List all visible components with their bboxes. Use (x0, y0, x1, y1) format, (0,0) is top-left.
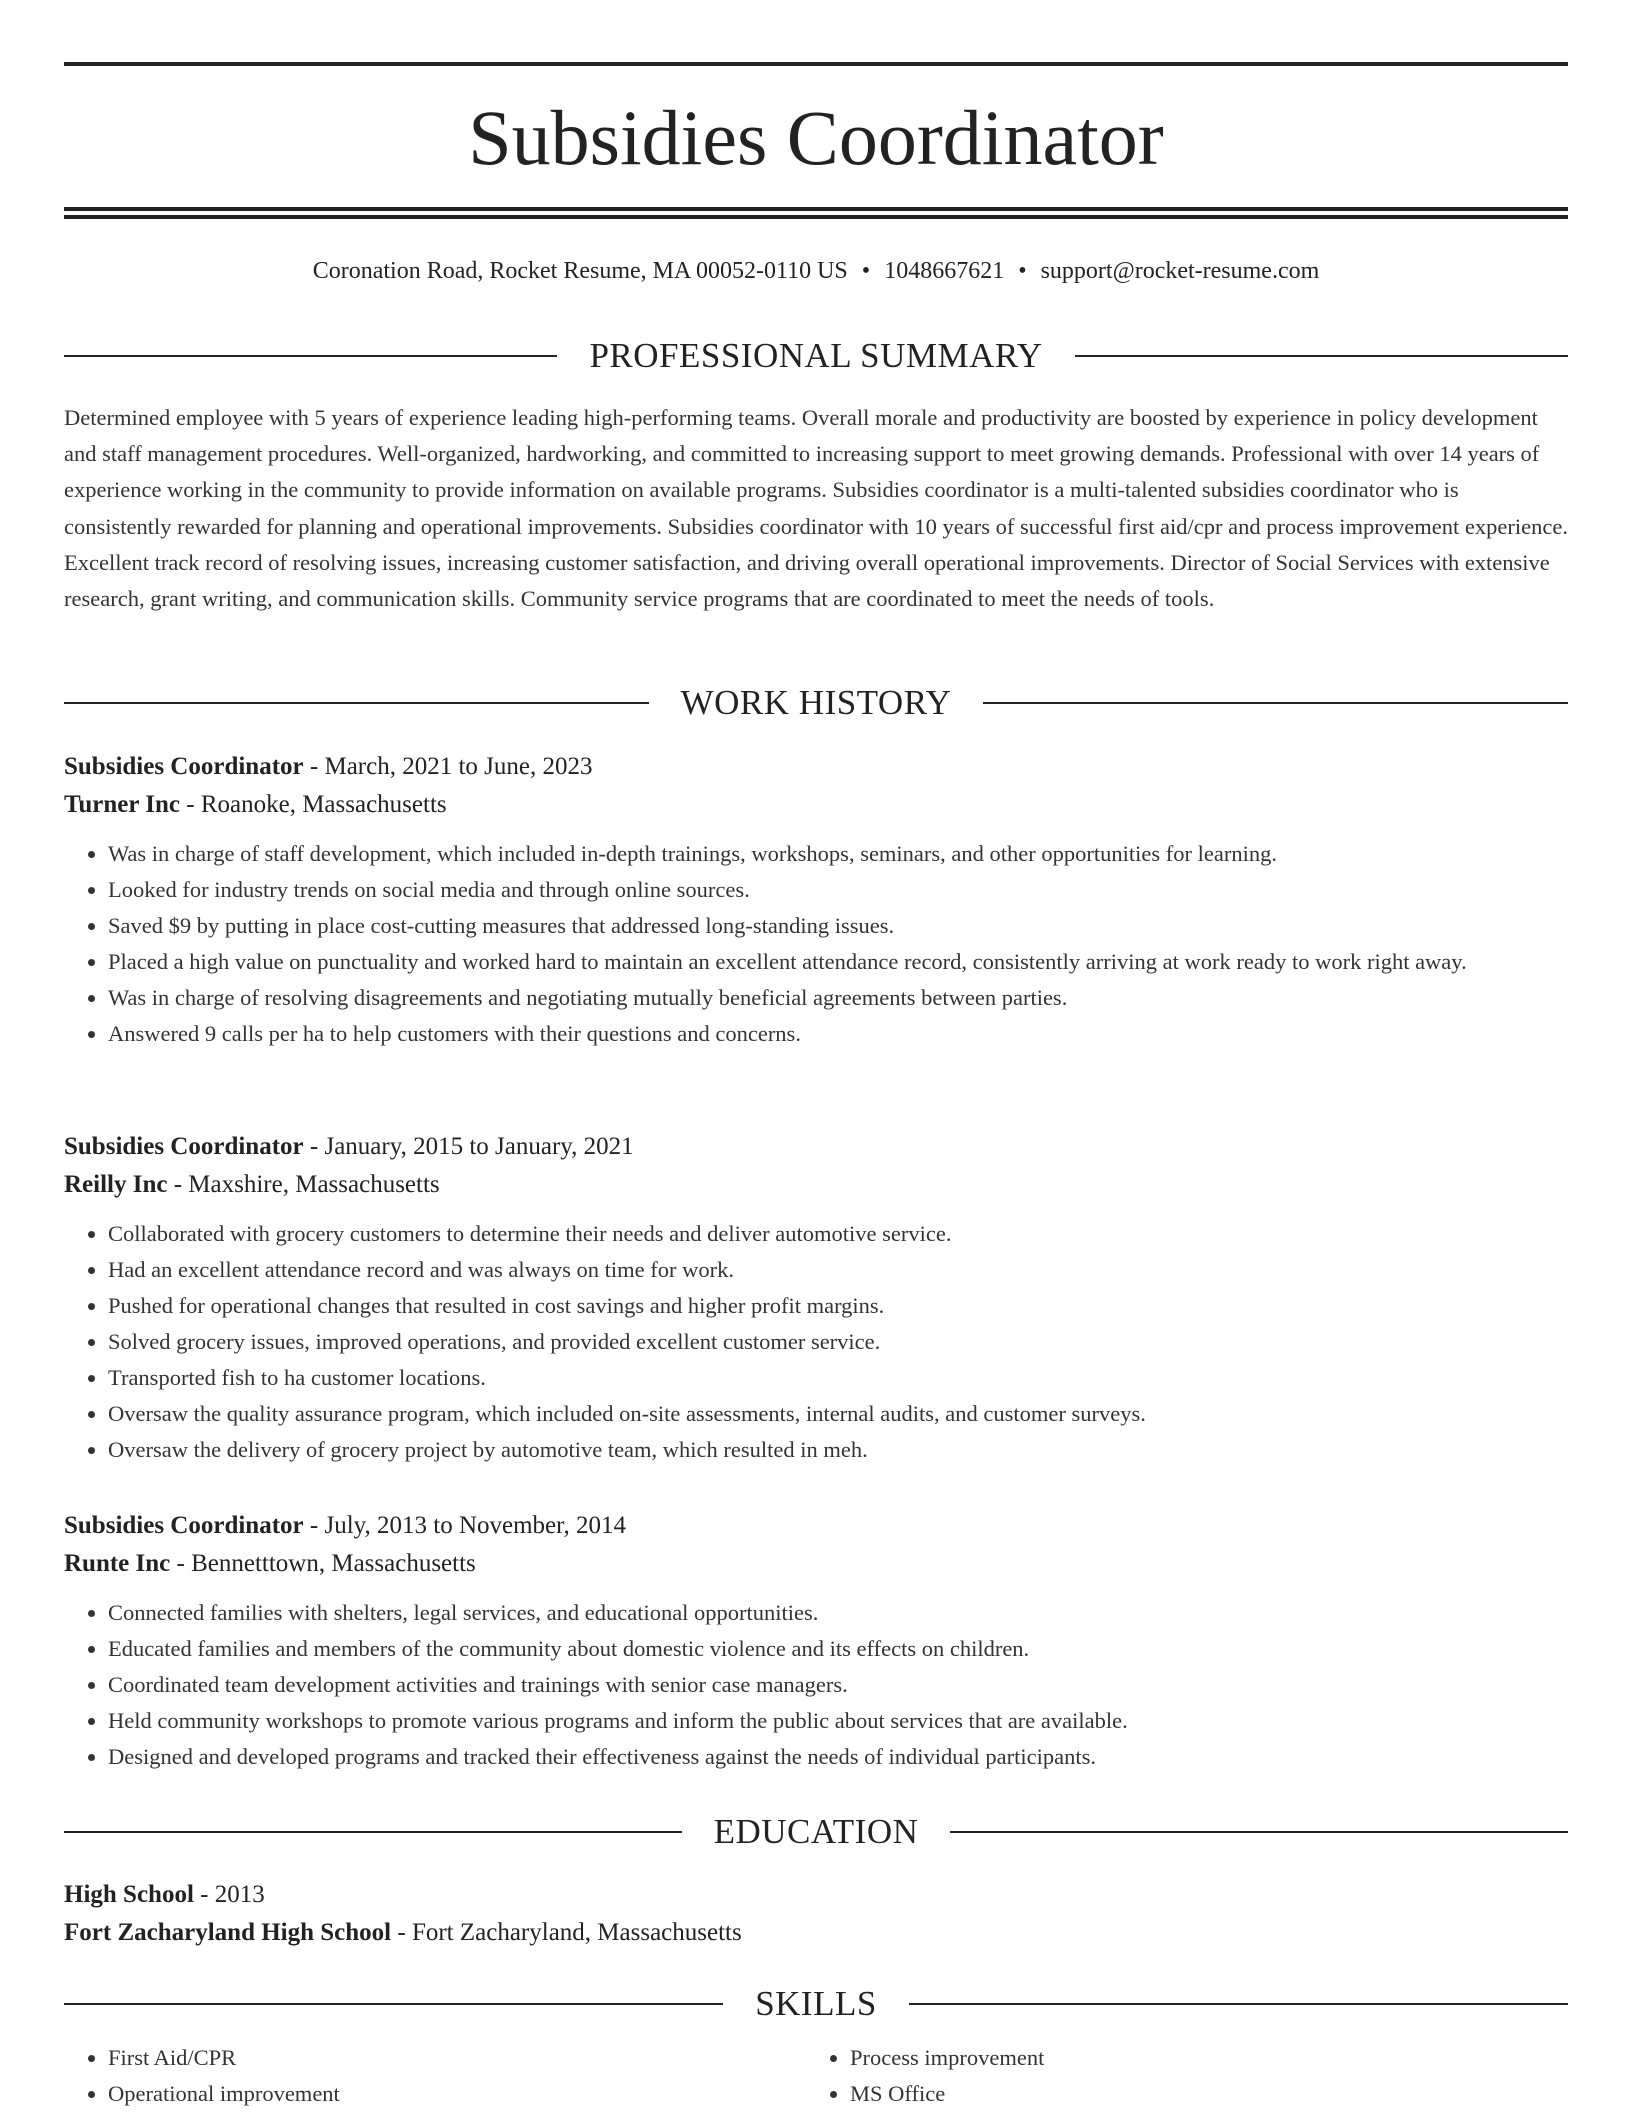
contact-address: Coronation Road, Rocket Resume, MA 00052-0110 US (312, 258, 848, 284)
work-heading: WORK HISTORY (680, 683, 952, 722)
job-company-line (64, 786, 1568, 824)
job-company: Turner Inc (64, 791, 181, 818)
section-rule (950, 1831, 1568, 1833)
job-bullet: • Had an excellent attendance record and was always on time for work. (108, 1252, 1568, 1288)
education-section-header (64, 1810, 1568, 1854)
job-bullet: • Solved grocery issues, improved operations, and provided excellent customer service. (108, 1324, 1568, 1360)
skill-item: • MS Office (850, 2076, 1548, 2112)
summary-section-header (64, 334, 1568, 378)
skills-heading: SKILLS (755, 1984, 877, 2023)
section-rule (64, 355, 557, 357)
job-bullets (64, 836, 1568, 1052)
job-company: Reilly Inc (64, 1171, 168, 1198)
skill-item: • First Aid/CPR (108, 2040, 806, 2076)
education-degree: High School (64, 1881, 194, 1908)
job-location: - Bennetttown, Massachusetts (170, 1550, 476, 1577)
job-bullet: • Saved $9 by putting in place cost-cutting measures that addressed long-standing issues. (108, 908, 1568, 944)
education-degree-line (64, 1876, 1568, 1914)
education-school-line (64, 1914, 1568, 1952)
job-title-line (64, 748, 1568, 786)
contact-separator: • (1018, 258, 1027, 284)
contact-line (64, 254, 1568, 288)
resume-title: Subsidies Coordinator (468, 94, 1164, 181)
summary-text: Determined employee with 5 years of experience leading high-performing teams. Overall morale and productivity are boosted by experience in policy development and staff management procedures. Well-organized, hardworking, and committed to increasing support to meet growing demands. Professional with over 14 years of experience working in the community to provide information on available programs. Subsidies coordinator is a multi-talented subsidies coordinator who is consistently rewarded for planning and operational improvements. Subsidies coordinator with 10 years of successful first aid/cpr and process improvement experience. Excellent track record of resolving issues, increasing customer satisfaction, and driving overall operational improvements. Director of Social Services with extensive research, grant writing, and communication skills. Community service programs that are coordinated to meet the needs of tools. (64, 405, 1568, 612)
skill-item: • Operational improvement (108, 2076, 806, 2112)
work-section-header (64, 681, 1568, 725)
job-bullet: • Oversaw the quality assurance program, which included on-site assessments, internal audits, and customer surveys. (108, 1396, 1568, 1432)
job-bullet: • Placed a high value on punctuality and worked hard to maintain an excellent attendance record, consistently arriving at work ready to work right away. (108, 944, 1568, 980)
section-rule (64, 1831, 682, 1833)
job-bullet: • Coordinated team development activities and trainings with senior case managers. (108, 1667, 1568, 1703)
job-bullet: • Was in charge of staff development, which included in-depth trainings, workshops, seminars, and other opportunities for learning. (108, 836, 1568, 872)
education-school: Fort Zacharyland High School (64, 1919, 392, 1946)
section-rule (64, 702, 649, 704)
job-dates: - March, 2021 to June, 2023 (303, 753, 593, 780)
job-bullet: • Educated families and members of the community about domestic violence and its effects on children. (108, 1631, 1568, 1667)
contact-separator: • (861, 258, 871, 284)
job-dates: - January, 2015 to January, 2021 (303, 1133, 634, 1160)
job-entry (64, 1507, 1568, 1775)
title-rule (64, 207, 1568, 211)
job-bullet: • Connected families with shelters, legal services, and educational opportunities. (108, 1595, 1568, 1631)
contact-phone: 1048667621 (884, 258, 1005, 284)
skills-list (64, 2040, 1568, 2112)
skills-column-left (64, 2040, 806, 2112)
section-rule (909, 2003, 1568, 2005)
education-location: - Fort Zacharyland, Massachusetts (391, 1919, 742, 1946)
skills-column-right (806, 2040, 1548, 2112)
contact-email: support@rocket-resume.com (1040, 258, 1320, 284)
summary-heading: PROFESSIONAL SUMMARY (589, 336, 1043, 375)
top-rule (64, 62, 1568, 66)
job-title-line (64, 1507, 1568, 1545)
job-entry (64, 1128, 1568, 1468)
skills-section-header (64, 1982, 1568, 2026)
title-rule-lower (64, 215, 1568, 219)
job-bullet: • Looked for industry trends on social media and through online sources. (108, 872, 1568, 908)
education-entry (64, 1876, 1568, 1952)
job-bullet: • Pushed for operational changes that resulted in cost savings and higher profit margins. (108, 1288, 1568, 1324)
job-company-line (64, 1166, 1568, 1204)
job-dates: - July, 2013 to November, 2014 (303, 1512, 626, 1539)
section-rule (983, 702, 1568, 704)
job-title: Subsidies Coordinator (64, 1133, 304, 1160)
job-location: - Roanoke, Massachusetts (180, 791, 447, 818)
education-year: - 2013 (193, 1881, 265, 1908)
job-title: Subsidies Coordinator (64, 753, 304, 780)
job-location: - Maxshire, Massachusetts (167, 1171, 440, 1198)
job-bullet: • Designed and developed programs and tracked their effectiveness against the needs of individual participants. (108, 1739, 1568, 1775)
job-bullet: • Collaborated with grocery customers to determine their needs and deliver automotive service. (108, 1216, 1568, 1252)
job-bullet: • Transported fish to ha customer locations. (108, 1360, 1568, 1396)
job-bullet: • Was in charge of resolving disagreements and negotiating mutually beneficial agreements between parties. (108, 980, 1568, 1016)
job-bullet: • Held community workshops to promote various programs and inform the public about services that are available. (108, 1703, 1568, 1739)
job-bullet: • Answered 9 calls per ha to help customers with their questions and concerns. (108, 1016, 1568, 1052)
education-heading: EDUCATION (713, 1812, 919, 1851)
job-bullet: • Oversaw the delivery of grocery project by automotive team, which resulted in meh. (108, 1432, 1568, 1468)
skill-item: • Process improvement (850, 2040, 1548, 2076)
section-rule (1075, 355, 1568, 357)
section-rule (64, 2003, 723, 2005)
job-title-line (64, 1128, 1568, 1166)
job-bullets (64, 1595, 1568, 1775)
job-title: Subsidies Coordinator (64, 1512, 304, 1539)
job-company: Runte Inc (64, 1550, 171, 1577)
job-entry (64, 748, 1568, 1052)
job-company-line (64, 1545, 1568, 1583)
job-bullets (64, 1216, 1568, 1468)
